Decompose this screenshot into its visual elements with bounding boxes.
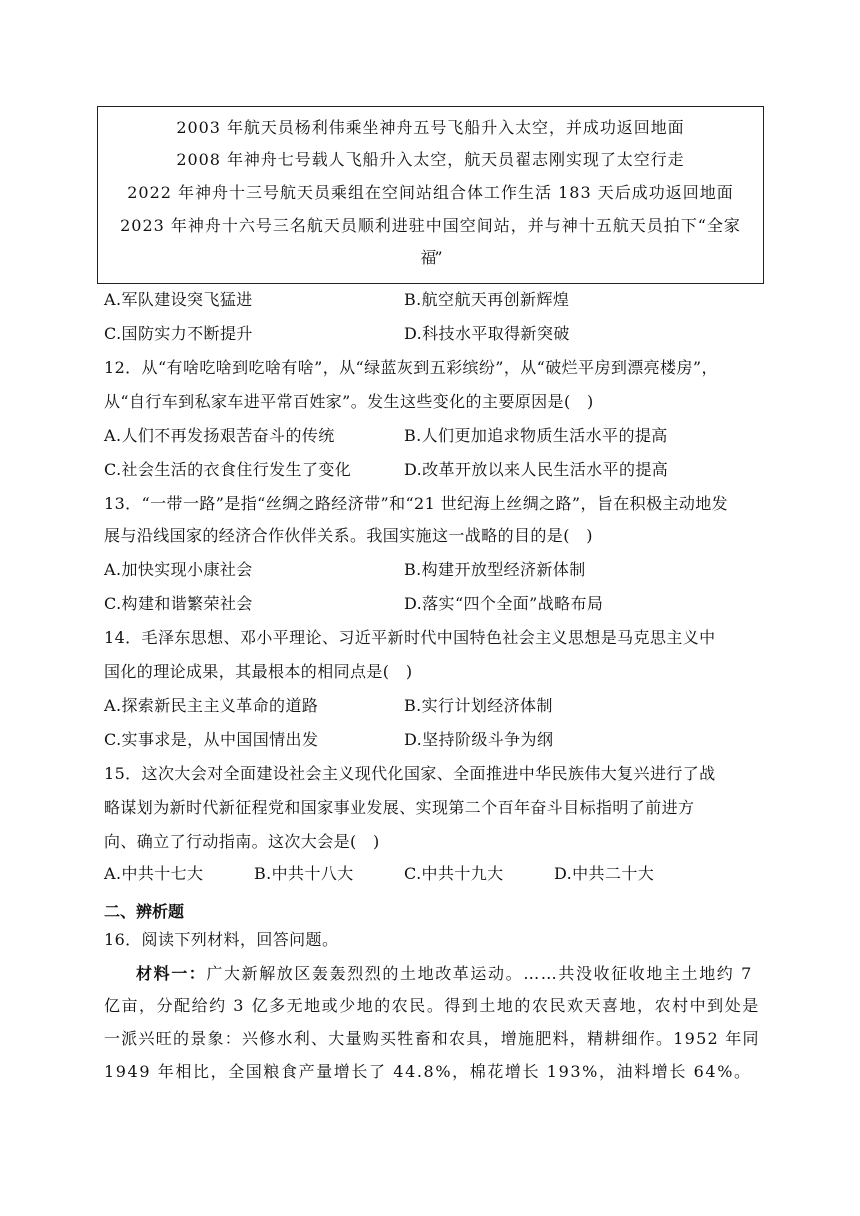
material-line: 福” bbox=[420, 248, 441, 267]
material-line: 2023 年神舟十六号三名航天员顺利进驻中国空间站，并与神十五航天员拍下“全家 bbox=[120, 216, 741, 235]
option-a[interactable]: A.人们不再发扬艰苦奋斗的传统 bbox=[104, 426, 335, 445]
option-c[interactable]: C.国防实力不断提升 bbox=[104, 324, 253, 343]
option-d[interactable]: D.中共二十大 bbox=[554, 864, 655, 883]
option-b[interactable]: B.人们更加追求物质生活水平的提高 bbox=[404, 426, 668, 445]
material-line: 2003 年航天员杨利伟乘坐神舟五号飞船升入太空，并成功返回地面 bbox=[176, 118, 685, 137]
option-a[interactable]: A.中共十七大 bbox=[104, 864, 204, 883]
option-c[interactable]: C.实事求是，从中国国情出发 bbox=[104, 730, 319, 749]
material-1-line: 一派兴旺的景象：兴修水利、大量购买牲畜和农具，增施肥料，精耕细作。1952 年同 bbox=[104, 1029, 760, 1048]
material-1-line: 亿亩，分配给约 3 亿多无地或少地的农民。得到土地的农民欢天喜地，农村中到处是 bbox=[104, 996, 760, 1015]
question-15-stem: 15．这次大会对全面建设社会主义现代化国家、全面推进中华民族伟大复兴进行了战 bbox=[104, 764, 716, 783]
option-c[interactable]: C.社会生活的衣食住行发生了变化 bbox=[104, 460, 352, 479]
question-14-stem: 14．毛泽东思想、邓小平理论、习近平新时代中国特色社会主义思想是马克思主义中 bbox=[104, 628, 716, 647]
option-c[interactable]: C.中共十九大 bbox=[404, 864, 504, 883]
option-d[interactable]: D.改革开放以来人民生活水平的提高 bbox=[404, 460, 669, 479]
question-12-stem: 12．从“有啥吃啥到吃啥有啥”，从“绿蓝灰到五彩缤纷”，从“破烂平房到漂亮楼房”， bbox=[104, 358, 718, 377]
question-16-stem: 16．阅读下列材料，回答问题。 bbox=[104, 930, 339, 949]
option-d[interactable]: D.坚持阶级斗争为纲 bbox=[404, 730, 554, 749]
question-15-stem: 略谋划为新时代新征程党和国家事业发展、实现第二个百年奋斗目标指明了前进方 bbox=[104, 798, 695, 817]
option-a[interactable]: A.探索新民主主义革命的道路 bbox=[104, 696, 319, 715]
material-1-label: 材料一： bbox=[136, 964, 207, 983]
option-b[interactable]: B.构建开放型经济新体制 bbox=[404, 560, 586, 579]
material-1-line bbox=[136, 961, 753, 984]
question-12-stem: 从“自行车到私家车进平常百姓家”。发生这些变化的主要原因是( ) bbox=[104, 392, 594, 411]
material-1-text: 广大新解放区轰轰烈烈的土地改革运动。……共没收征收地主土地约 7 bbox=[206, 964, 753, 983]
question-13-stem: 展与沿线国家的经济合作伙伴关系。我国实施这一战略的目的是( ) bbox=[104, 526, 593, 545]
option-c[interactable]: C.构建和谐繁荣社会 bbox=[104, 594, 253, 613]
material-box bbox=[97, 106, 764, 284]
material-1-line: 1949 年相比，全国粮食产量增长了 44.8%，棉花增长 193%，油料增长 64%。 bbox=[104, 1062, 752, 1081]
question-15-stem: 向、确立了行动指南。这次大会是( ) bbox=[104, 832, 380, 851]
option-a[interactable]: A.军队建设突飞猛进 bbox=[104, 290, 253, 309]
question-13-stem: 13．“一带一路”是指“丝绸之路经济带”和“21 世纪海上丝绸之路”，旨在积极主动地发 bbox=[104, 494, 729, 513]
section-heading: 二、辨析题 bbox=[104, 902, 185, 921]
material-line: 2022 年神舟十三号航天员乘组在空间站组合体工作生活 183 天后成功返回地面 bbox=[127, 183, 734, 202]
question-14-stem: 国化的理论成果，其最根本的相同点是( ) bbox=[104, 662, 413, 681]
option-a[interactable]: A.加快实现小康社会 bbox=[104, 560, 253, 579]
option-d[interactable]: D.科技水平取得新突破 bbox=[404, 324, 570, 343]
option-b[interactable]: B.航空航天再创新辉煌 bbox=[404, 290, 570, 309]
option-b[interactable]: B.中共十八大 bbox=[254, 864, 354, 883]
option-d[interactable]: D.落实“四个全面”战略布局 bbox=[404, 594, 604, 613]
material-line: 2008 年神舟七号载人飞船升入太空，航天员翟志刚实现了太空行走 bbox=[176, 150, 685, 169]
option-b[interactable]: B.实行计划经济体制 bbox=[404, 696, 553, 715]
